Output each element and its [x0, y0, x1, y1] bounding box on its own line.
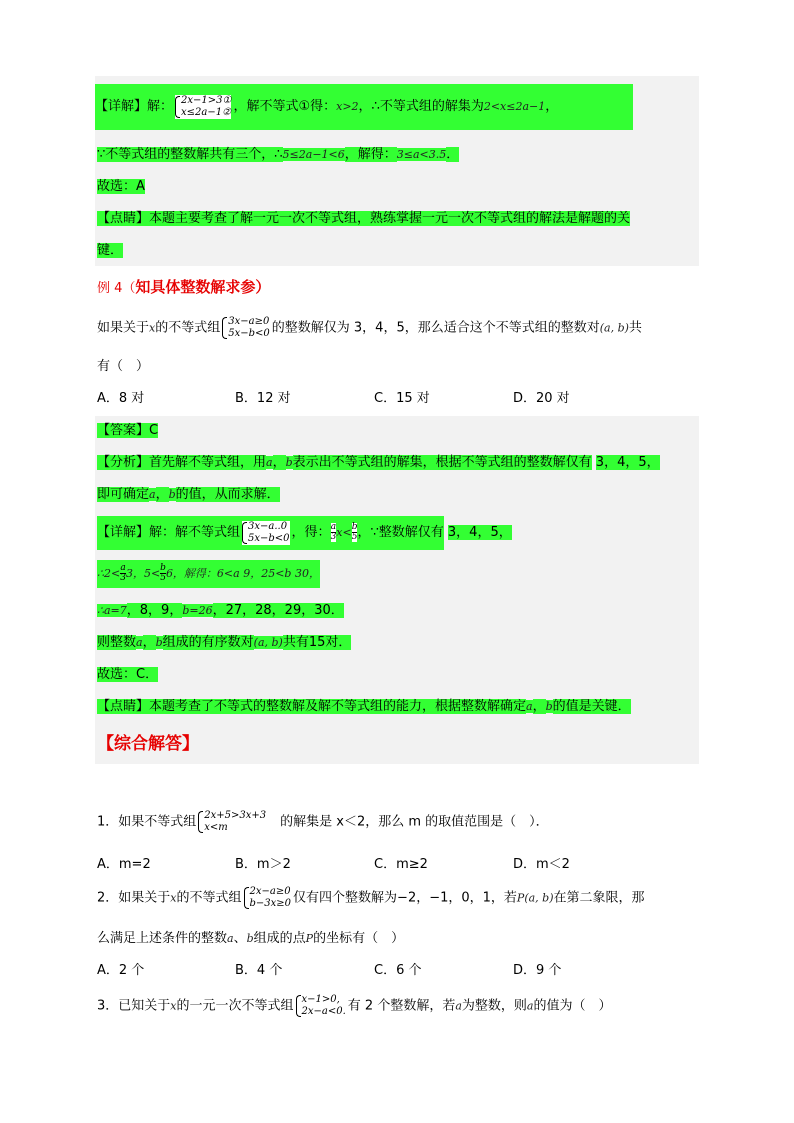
detail2-line2: ∴2< $\frac{a}{3}$ 3，5< $\frac{b}{5}$ 6，解得：6<a 9，25<b 30，: [97, 560, 320, 588]
detail2-line4: 则整数a，b组成的有序数对(a, b)共有15对．: [97, 635, 352, 650]
analysis-line2: 即可确定a，b的值，从而求解．: [97, 487, 280, 502]
p1-line: 1．如果不等式组 2x+5>3x+3 x<m 的解集是 x＜2，那么 m 的取值范围是（ ）．: [97, 810, 549, 833]
p2-option-b[interactable]: B．4 个: [235, 963, 283, 978]
choice1: 故选：A: [97, 179, 145, 194]
p2-option-d[interactable]: D．9 个: [513, 963, 562, 978]
q4-line2: 有（ ）: [97, 359, 150, 374]
choice2: 故选：C．: [97, 667, 159, 682]
section-heading: 【综合解答】: [97, 734, 199, 754]
detail2-line1: 【详解】解：解不等式组 3x−a..0 5x−b<0 ，得： $\frac{a}{3}$ x< $\frac{b}{5}$ ，∵整数解仅有 3，4，5，: [97, 516, 512, 550]
detail1-line: 【详解】解： 2x−1>3① x≤2a−1② ，解不等式①得：x>2，∴不等式组的解集为2<x≤2a−1，: [95, 84, 633, 130]
p2-line2: 么满足上述条件的整数a、b组成的点P的坐标有（ ）: [97, 931, 405, 946]
p2-line1: 2．如果关于x的不等式组 2x−a≥0 b−3x≥0 仅有四个整数解为−2，−1，0，1，若P(a, b)在第二象限，那: [97, 886, 645, 909]
p1-option-a[interactable]: A．m=2: [97, 857, 151, 872]
detail1b-line: ∵不等式组的整数解共有三个，∴5≤2a−1<6，解得：3≤a<3.5．: [97, 147, 460, 162]
answer: 【答案】C: [97, 423, 159, 438]
p1-option-d[interactable]: D．m＜2: [513, 857, 570, 872]
q4-option-c[interactable]: C．15 对: [374, 391, 430, 406]
q4-option-d[interactable]: D．20 对: [513, 391, 570, 406]
p1-option-c[interactable]: C．m≥2: [374, 857, 428, 872]
p2-option-a[interactable]: A．2 个: [97, 963, 145, 978]
analysis-line1: 【分析】首先解不等式组，用a，b表示出不等式组的解集，根据不等式组的整数解仅有 3，4，5，: [97, 455, 660, 470]
p3-line: 3．已知关于x的一元一次不等式组 x−1>0, 2x−a<0. 有 2 个整数解，若a为整数，则a的值为（ ）: [97, 994, 612, 1017]
q4-line1: 如果关于x的不等式组 3x−a≥0 5x−b<0 的整数解仅为 3，4，5，那么适合这个不等式组的整数对(a, b)共: [97, 316, 642, 339]
point1-line1: 【点睛】本题主要考查了解一元一次不等式组，熟练掌握一元一次不等式组的解法是解题的关: [97, 211, 631, 226]
example4-title: 例 4（知具体整数解求参）: [97, 278, 271, 296]
p2-option-c[interactable]: C．6 个: [374, 963, 422, 978]
q4-option-a[interactable]: A．8 对: [97, 391, 145, 406]
point1-line2: 键．: [97, 243, 124, 258]
detail2-line3: ∴a=7，8，9，b=26，27，28，29，30．: [97, 603, 344, 618]
point2-line: 【点睛】本题考查了不等式的整数解及解不等式组的能力，根据整数解确定a，b的值是关键．: [97, 699, 631, 714]
p1-option-b[interactable]: B．m＞2: [235, 857, 291, 872]
q4-option-b[interactable]: B．12 对: [235, 391, 291, 406]
